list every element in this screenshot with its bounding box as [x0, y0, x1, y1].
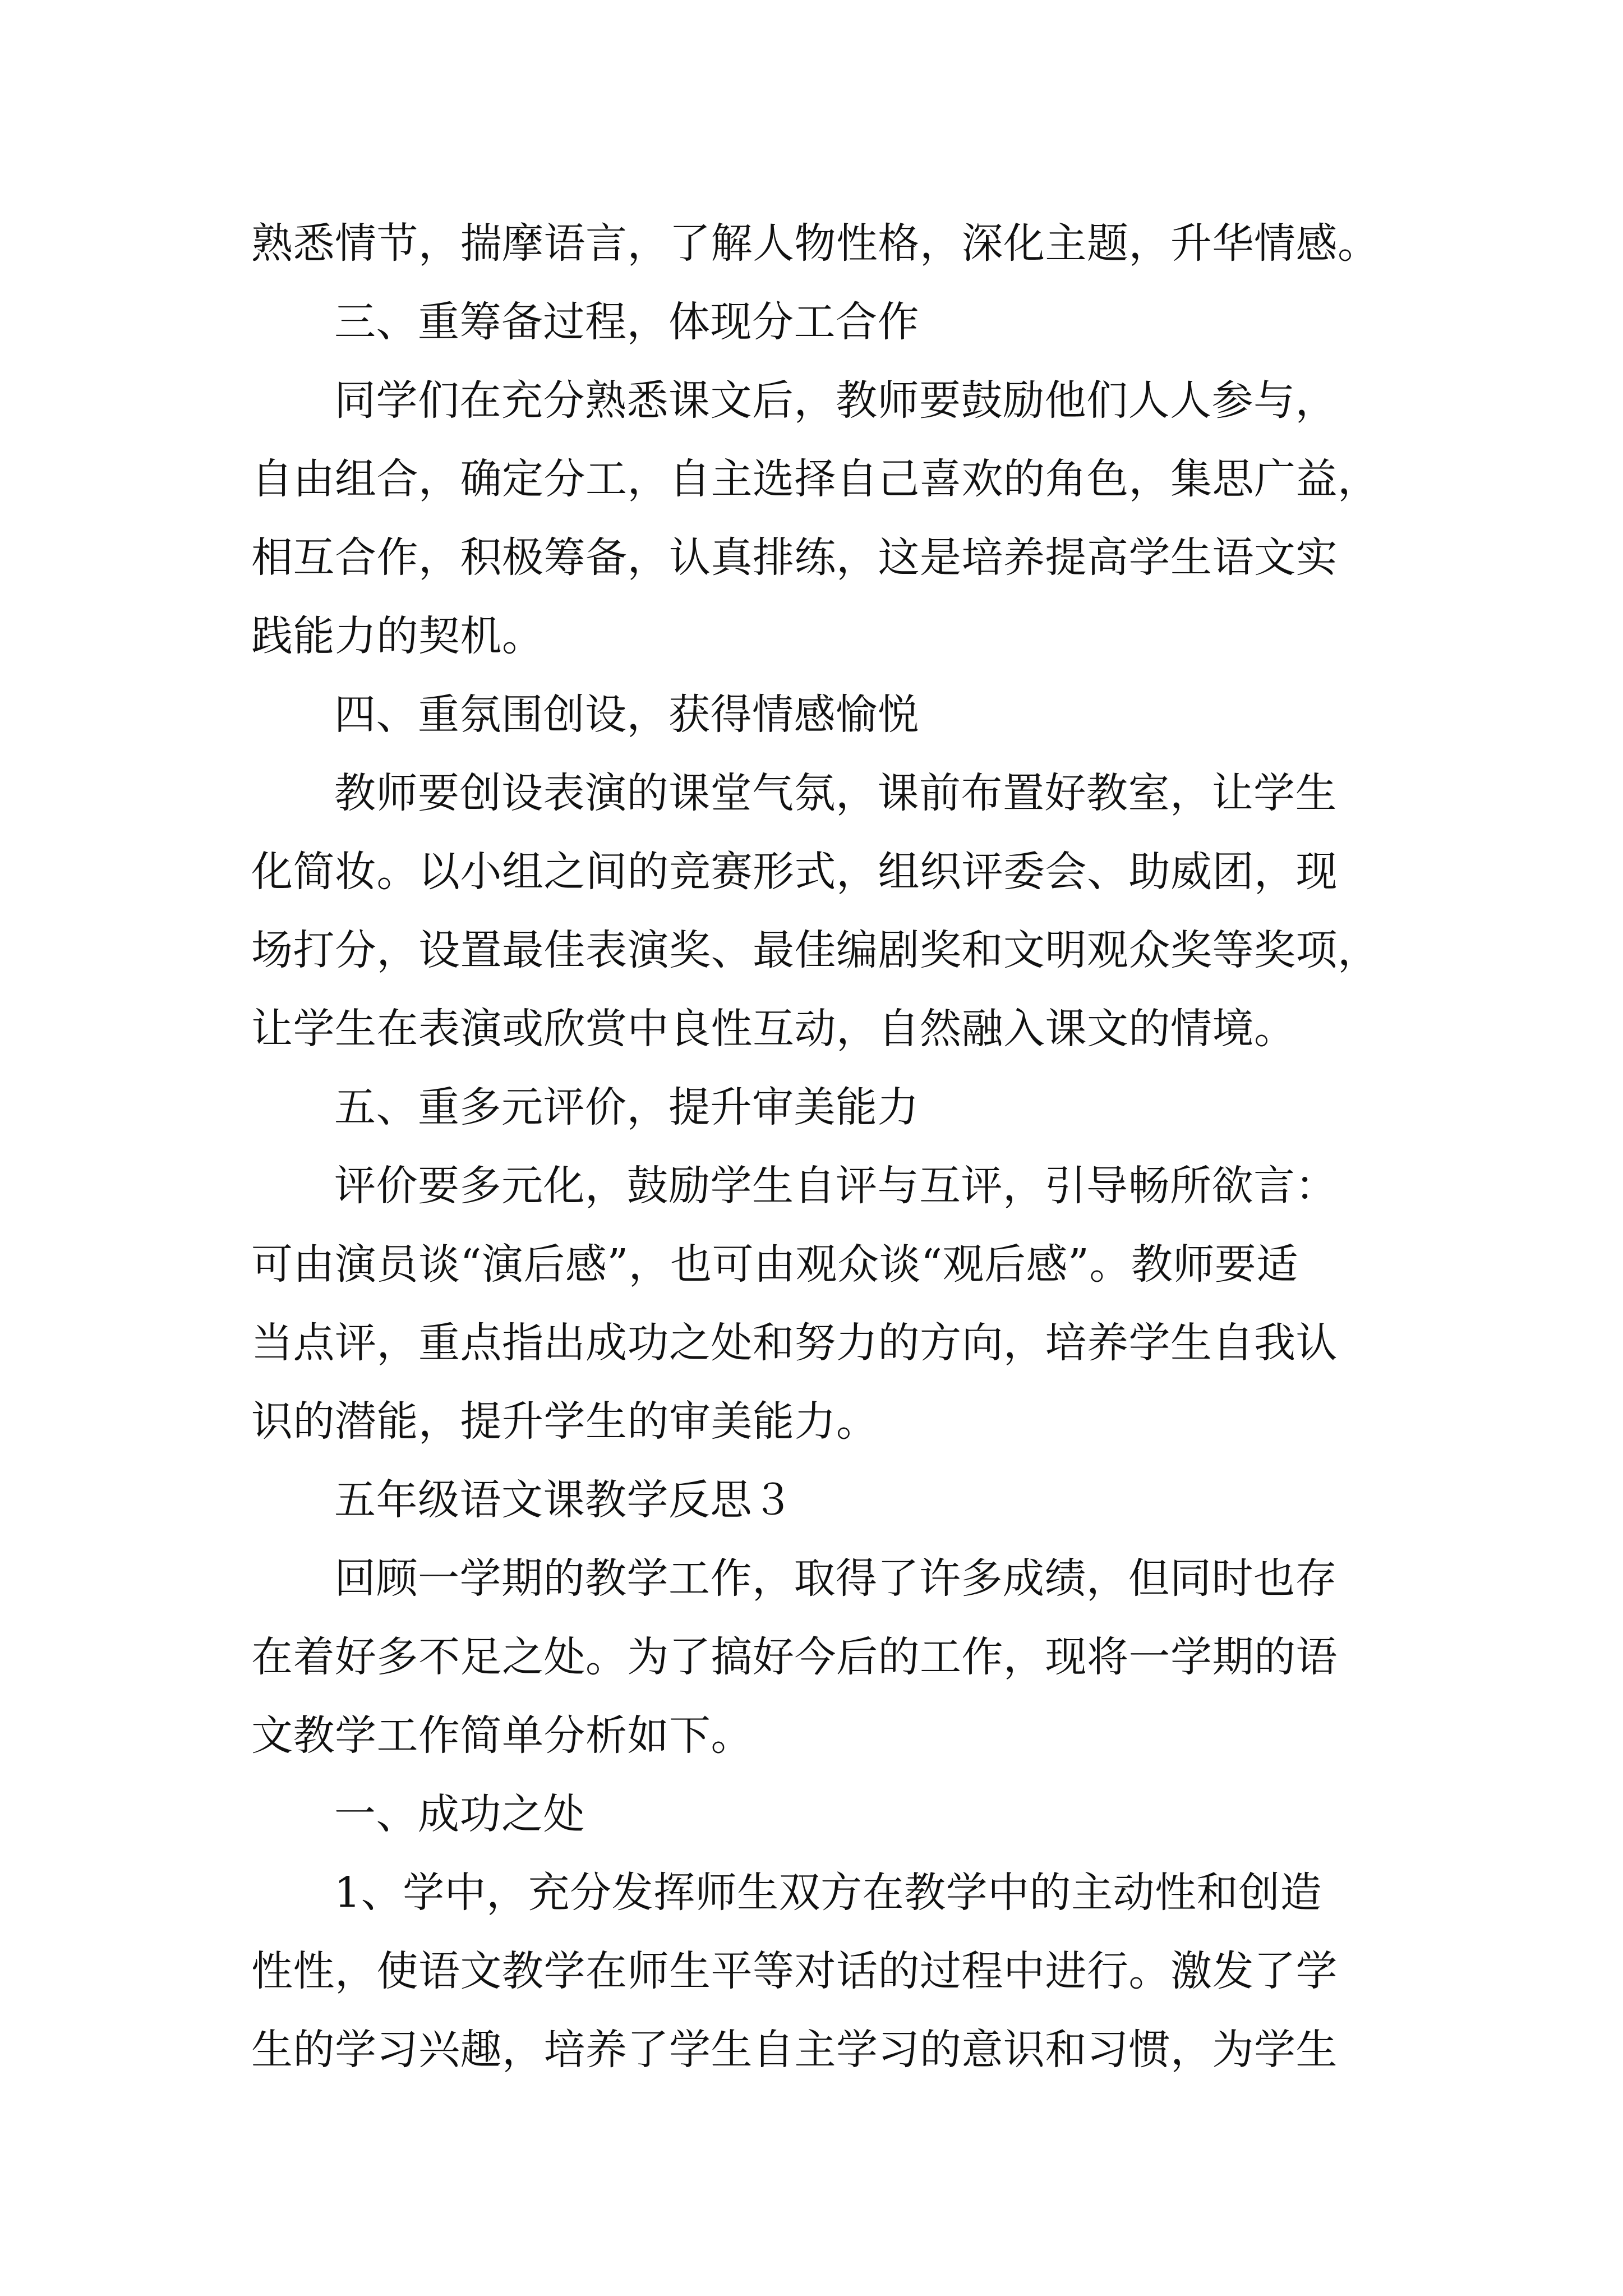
paragraph-line: 回顾一学期的教学工作，取得了许多成绩，但同时也存 [334, 1554, 1337, 1603]
paragraph-line: 在着好多不足之处。为了搞好今后的工作，现将一学期的语 [251, 1633, 1338, 1681]
paragraph-line: 生的学习兴趣，培养了学生自主学习的意识和习惯，为学生 [251, 2026, 1338, 2074]
paragraph-line: 践能力的契机。 [251, 612, 544, 660]
paragraph-line: 识的潜能，提升学生的审美能力。 [251, 1397, 878, 1446]
paragraph-line: 化简妆。以小组之间的竞赛形式，组织评委会、助威团，现 [251, 848, 1338, 896]
article-title: 五年级语文课教学反思３ [334, 1476, 794, 1524]
paragraph-line: 熟悉情节，揣摩语言，了解人物性格，深化主题，升华情感。 [251, 219, 1380, 268]
paragraph-line: 可由演员谈“演后感”，也可由观众谈“观后感”。教师要适 [251, 1240, 1298, 1289]
paragraph-line: 教师要创设表演的课堂气氛，课前布置好教室，让学生 [334, 769, 1337, 817]
paragraph-line: 同学们在充分熟悉课文后，教师要鼓励他们人人参与， [334, 376, 1337, 425]
paragraph-line: 让学生在表演或欣赏中良性互动，自然融入课文的情境。 [251, 1005, 1296, 1053]
paragraph-line: 相互合作，积极筹备，认真排练，这是培养提高学生语文实 [251, 533, 1338, 582]
paragraph-line: 场打分，设置最佳表演奖、最佳编剧奖和文明观众奖等奖项， [251, 926, 1380, 974]
section-heading: 三、重筹备过程，体现分工合作 [334, 298, 919, 346]
paragraph-line: 性性，使语文教学在师生平等对话的过程中进行。激发了学 [251, 1947, 1338, 1995]
section-heading: 四、重氛围创设，获得情感愉悦 [334, 691, 919, 739]
paragraph-line: 1、学中，充分发挥师生双方在教学中的主动性和创造 [334, 1869, 1322, 1917]
paragraph-line: 评价要多元化，鼓励学生自评与互评，引导畅所欲言： [334, 1162, 1337, 1210]
paragraph-line: 自由组合，确定分工，自主选择自己喜欢的角色，集思广益， [251, 455, 1380, 503]
paragraph-line: 文教学工作简单分析如下。 [251, 1711, 753, 1760]
section-heading: 一、成功之处 [334, 1790, 585, 1838]
paragraph-line: 当点评，重点指出成功之处和努力的方向，培养学生自我认 [251, 1319, 1338, 1367]
section-heading: 五、重多元评价，提升审美能力 [334, 1083, 919, 1131]
